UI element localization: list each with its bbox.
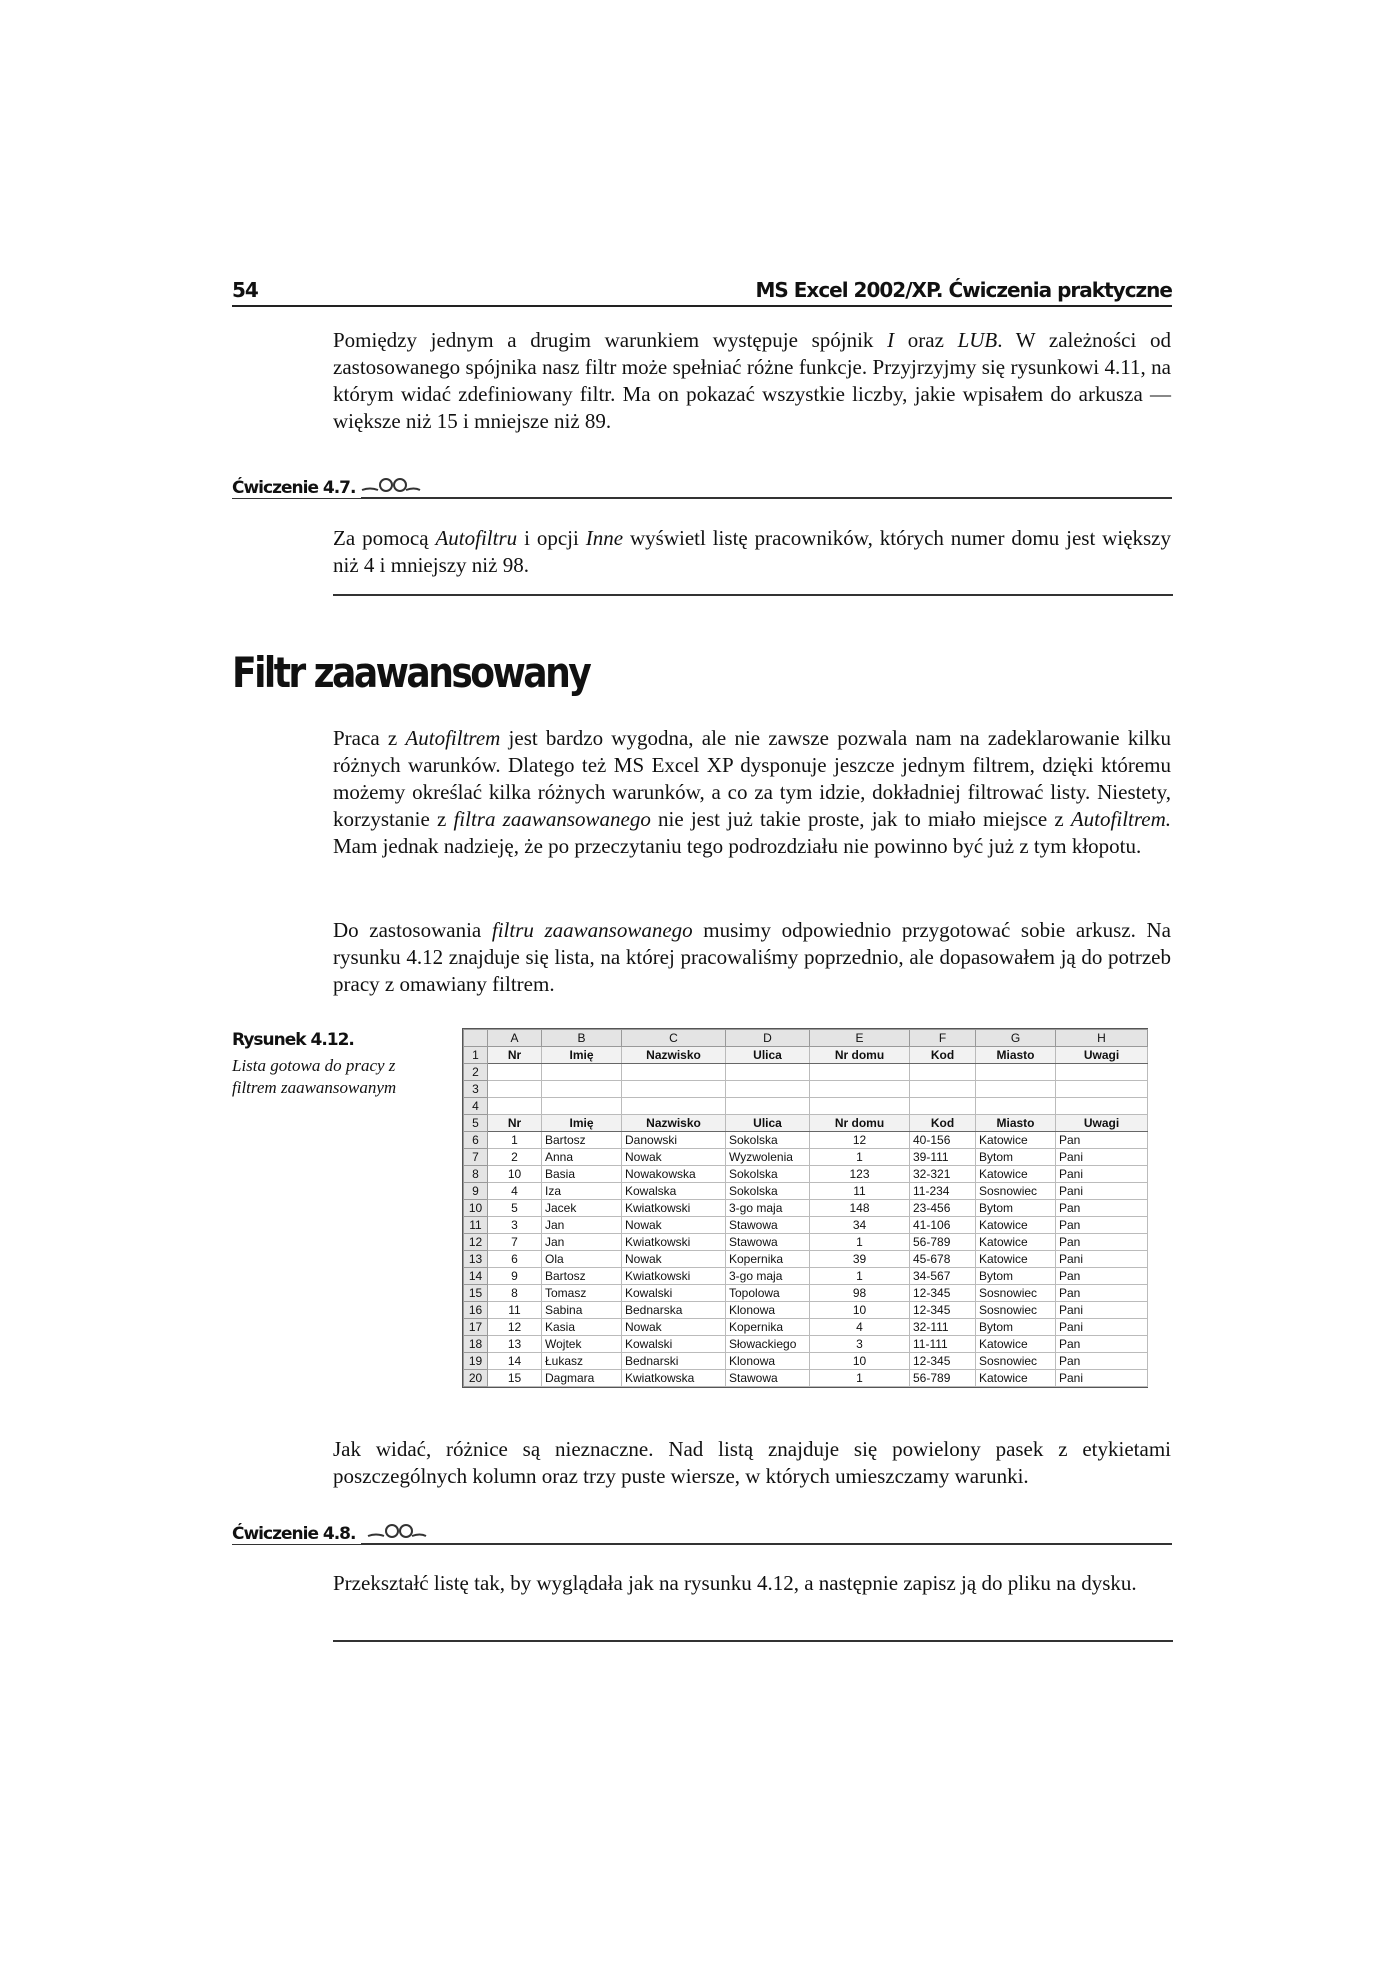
spreadsheet-grid (463, 1029, 1148, 1387)
cell[interactable] (542, 1098, 622, 1115)
cell[interactable]: Kwiatkowska (622, 1370, 726, 1387)
cell[interactable]: 6 (488, 1251, 542, 1268)
column-header[interactable]: B (542, 1030, 622, 1047)
cell[interactable]: Nr (488, 1115, 542, 1132)
text-run: Pomiędzy jednym a drugim warunkiem występuje spójnik (333, 328, 888, 352)
cell[interactable]: 39 (810, 1251, 910, 1268)
italic-run: Autofiltru (435, 526, 518, 550)
cell[interactable]: Kopernika (726, 1319, 810, 1336)
cell[interactable]: 10 (488, 1166, 542, 1183)
cell[interactable]: Sokolska (726, 1132, 810, 1149)
cell[interactable]: Nowak (622, 1149, 726, 1166)
table-row (464, 1336, 1148, 1353)
cell[interactable]: Wyzwolenia (726, 1149, 810, 1166)
cell[interactable] (622, 1098, 726, 1115)
cell[interactable]: Stawowa (726, 1217, 810, 1234)
running-title: MS Excel 2002/XP. Ćwiczenia praktyczne (755, 278, 1172, 302)
cell[interactable]: Nr (488, 1047, 542, 1064)
cell[interactable] (622, 1064, 726, 1081)
row-header[interactable]: 16 (464, 1302, 488, 1319)
paragraph-advanced-filter-intro (333, 725, 1171, 860)
cell[interactable] (810, 1081, 910, 1098)
table-row (464, 1251, 1148, 1268)
cell[interactable] (488, 1064, 542, 1081)
criteria-empty-row (464, 1098, 1148, 1115)
cell[interactable]: 32-321 (910, 1166, 976, 1183)
cell[interactable]: Sosnowiec (976, 1285, 1056, 1302)
cell[interactable]: Pan (1056, 1268, 1148, 1285)
text-run: jest bardzo wygodna, ale nie zawsze pozwala nam na zadeklarowanie kilku różnych warunków. Dlatego też MS Excel XP dysponuje jeszcze jednym filtrem, dzięki któremu możemy określać kilka różnych warunków, a co za tym idzie, dokładniej filtrować listy. Niestety, korzystanie z (333, 726, 1171, 831)
text-run: Mam jednak nadzieję, że po przeczytaniu tego podrozdziału nie powinno być już z tym kłopotu. (333, 834, 1142, 858)
cell[interactable]: 3 (488, 1217, 542, 1234)
row-header[interactable]: 20 (464, 1370, 488, 1387)
row-header[interactable]: 5 (464, 1115, 488, 1132)
cell[interactable]: Bytom (976, 1149, 1056, 1166)
cell[interactable]: Miasto (976, 1115, 1056, 1132)
cell[interactable]: 23-456 (910, 1200, 976, 1217)
cell[interactable] (622, 1081, 726, 1098)
exercise-end-rule (333, 594, 1173, 596)
cell[interactable]: Imię (542, 1047, 622, 1064)
cell[interactable] (1056, 1081, 1148, 1098)
row-header[interactable]: 14 (464, 1268, 488, 1285)
cell[interactable]: 1 (810, 1149, 910, 1166)
cell[interactable]: Ulica (726, 1115, 810, 1132)
cell[interactable]: 12 (488, 1319, 542, 1336)
cell[interactable]: 8 (488, 1285, 542, 1302)
row-header[interactable]: 1 (464, 1047, 488, 1064)
cell[interactable]: Bednarska (622, 1302, 726, 1319)
cell[interactable]: 5 (488, 1200, 542, 1217)
cell[interactable]: Nazwisko (622, 1047, 726, 1064)
cell[interactable]: 3-go maja (726, 1268, 810, 1285)
cell[interactable]: Iza (542, 1183, 622, 1200)
cell[interactable] (976, 1098, 1056, 1115)
figure-caption: Lista gotowa do pracy z filtrem zaawansowanym (232, 1056, 397, 1097)
table-row (464, 1200, 1148, 1217)
italic-run: Inne (585, 526, 624, 550)
criteria-empty-row (464, 1064, 1148, 1081)
cell[interactable]: Uwagi (1056, 1047, 1148, 1064)
row-header[interactable]: 15 (464, 1285, 488, 1302)
cell[interactable] (726, 1098, 810, 1115)
cell[interactable]: Pani (1056, 1251, 1148, 1268)
row-header[interactable]: 7 (464, 1149, 488, 1166)
cell[interactable]: Pani (1056, 1302, 1148, 1319)
row-header[interactable]: 3 (464, 1081, 488, 1098)
text-run: musimy odpowiednio przygotować sobie arkusz. Na rysunku 4.12 znajduje się lista, na której pracowaliśmy poprzednio, ale dopasowałem ją do potrzeb pracy z omawiany filtrem. (333, 918, 1171, 996)
cell[interactable]: Pan (1056, 1353, 1148, 1370)
cell[interactable]: Jan (542, 1217, 622, 1234)
page-number: 54 (232, 278, 258, 302)
row-header[interactable]: 11 (464, 1217, 488, 1234)
criteria-empty-row (464, 1081, 1148, 1098)
cell[interactable]: Pani (1056, 1149, 1148, 1166)
italic-run: filtru zaawansowanego (491, 918, 693, 942)
table-row (464, 1319, 1148, 1336)
table-row (464, 1149, 1148, 1166)
cell[interactable] (542, 1081, 622, 1098)
row-header[interactable]: 17 (464, 1319, 488, 1336)
table-row (464, 1353, 1148, 1370)
exercise-heading-4-8 (232, 1524, 1172, 1548)
text-run: Do zastosowania (333, 918, 492, 942)
cell[interactable]: Sosnowiec (976, 1183, 1056, 1200)
row-header[interactable]: 19 (464, 1353, 488, 1370)
column-header[interactable]: C (622, 1030, 726, 1047)
cell[interactable]: Basia (542, 1166, 622, 1183)
cell[interactable]: 15 (488, 1370, 542, 1387)
cell[interactable]: 12 (810, 1132, 910, 1149)
cell[interactable] (976, 1064, 1056, 1081)
cell[interactable]: Kowalski (622, 1336, 726, 1353)
cell[interactable]: 3-go maja (726, 1200, 810, 1217)
column-header[interactable]: E (810, 1030, 910, 1047)
cell[interactable]: 11-111 (910, 1336, 976, 1353)
text-run: Praca z (333, 726, 406, 750)
cell[interactable]: Sosnowiec (976, 1353, 1056, 1370)
row-header[interactable]: 4 (464, 1098, 488, 1115)
cell[interactable]: Stawowa (726, 1234, 810, 1251)
cell[interactable]: Kwiatkowski (622, 1200, 726, 1217)
row-header[interactable]: 13 (464, 1251, 488, 1268)
cell[interactable]: 1 (810, 1370, 910, 1387)
paragraph-conjunctions (333, 327, 1171, 435)
cell[interactable]: Kwiatkowski (622, 1268, 726, 1285)
cell[interactable]: Pan (1056, 1336, 1148, 1353)
section-title: Filtr zaawansowany (232, 648, 590, 697)
exercise-label: Ćwiczenie 4.7. (232, 478, 361, 498)
cell[interactable]: Sosnowiec (976, 1302, 1056, 1319)
column-header-row (464, 1030, 1148, 1047)
cell[interactable] (488, 1081, 542, 1098)
cell[interactable]: 2 (488, 1149, 542, 1166)
cell[interactable] (810, 1098, 910, 1115)
cell[interactable]: Dagmara (542, 1370, 622, 1387)
cell[interactable]: Kowalska (622, 1183, 726, 1200)
text-run: . W zależności od zastosowanego spójnika nasz filtr może spełniać różne funkcje. Przyjrzyjmy się rysunkowi 4.11, na którym widać zdefiniowany filtr. Ma on pokazać wszystkie liczby, jakie wpisałem do arkusza — większe niż 15 i mniejsze niż 89. (333, 328, 1172, 433)
cell[interactable]: 39-111 (910, 1149, 976, 1166)
text-run: Za pomocą (333, 526, 436, 550)
cell[interactable]: Pan (1056, 1132, 1148, 1149)
cell[interactable]: Katowice (976, 1234, 1056, 1251)
cell[interactable]: 12-345 (910, 1302, 976, 1319)
cell[interactable]: Ola (542, 1251, 622, 1268)
italic-run: Autofiltrem. (1070, 807, 1171, 831)
list-label-row (464, 1115, 1148, 1132)
cell[interactable] (910, 1064, 976, 1081)
table-row (464, 1234, 1148, 1251)
cell[interactable]: Katowice (976, 1251, 1056, 1268)
table-row (464, 1370, 1148, 1387)
cell[interactable] (488, 1098, 542, 1115)
cell[interactable]: 45-678 (910, 1251, 976, 1268)
cell[interactable]: Pani (1056, 1166, 1148, 1183)
criteria-label-row (464, 1047, 1148, 1064)
cell[interactable]: Pani (1056, 1370, 1148, 1387)
column-header[interactable]: A (488, 1030, 542, 1047)
cell[interactable]: 148 (810, 1200, 910, 1217)
cell[interactable]: Kwiatkowski (622, 1234, 726, 1251)
exercise-4-8-text: Przekształć listę tak, by wyglądała jak na rysunku 4.12, a następnie zapisz ją do pliku na dysku. (333, 1571, 1137, 1595)
cell[interactable] (726, 1081, 810, 1098)
cell[interactable]: Wojtek (542, 1336, 622, 1353)
cell[interactable]: Bytom (976, 1268, 1056, 1285)
cell[interactable]: Klonowa (726, 1302, 810, 1319)
cell[interactable]: Kasia (542, 1319, 622, 1336)
page-header (232, 273, 1172, 307)
cell[interactable]: 4 (810, 1319, 910, 1336)
cell[interactable]: 123 (810, 1166, 910, 1183)
cell[interactable]: Pani (1056, 1183, 1148, 1200)
column-header[interactable]: H (1056, 1030, 1148, 1047)
cell[interactable]: 34-567 (910, 1268, 976, 1285)
italic-run: I (887, 328, 895, 352)
cell[interactable]: Nr domu (810, 1115, 910, 1132)
cell[interactable]: 11 (488, 1302, 542, 1319)
cell[interactable]: Jan (542, 1234, 622, 1251)
cell[interactable]: 10 (810, 1302, 910, 1319)
cell[interactable]: Nowak (622, 1251, 726, 1268)
cell[interactable]: 12-345 (910, 1285, 976, 1302)
figure-label: Rysunek 4.12. (232, 1030, 354, 1050)
table-row (464, 1183, 1148, 1200)
row-header[interactable]: 9 (464, 1183, 488, 1200)
cell[interactable]: Ulica (726, 1047, 810, 1064)
cell[interactable]: 1 (810, 1268, 910, 1285)
cell[interactable] (726, 1064, 810, 1081)
row-header[interactable]: 8 (464, 1166, 488, 1183)
italic-run: LUB (957, 328, 998, 352)
cell[interactable]: 10 (810, 1353, 910, 1370)
exercise-heading-4-7 (232, 478, 1172, 502)
cell[interactable]: 11 (810, 1183, 910, 1200)
cell[interactable]: Kod (910, 1115, 976, 1132)
cell[interactable]: Bartosz (542, 1268, 622, 1285)
cell[interactable]: Pan (1056, 1234, 1148, 1251)
cell[interactable]: 1 (810, 1234, 910, 1251)
cell[interactable]: Katowice (976, 1166, 1056, 1183)
cell[interactable]: Pan (1056, 1200, 1148, 1217)
column-header[interactable]: D (726, 1030, 810, 1047)
table-row (464, 1285, 1148, 1302)
cell[interactable]: Kod (910, 1047, 976, 1064)
cell[interactable]: Anna (542, 1149, 622, 1166)
cell[interactable]: Stawowa (726, 1370, 810, 1387)
cell[interactable]: Miasto (976, 1047, 1056, 1064)
text-run: wyświetl listę pracowników, których numer domu jest większy niż 4 i mniejszy niż 98. (333, 526, 1172, 577)
table-row (464, 1217, 1148, 1234)
cell[interactable]: Pan (1056, 1217, 1148, 1234)
cell[interactable]: Pan (1056, 1285, 1148, 1302)
column-header[interactable]: G (976, 1030, 1056, 1047)
cell[interactable]: Bednarski (622, 1353, 726, 1370)
table-row (464, 1132, 1148, 1149)
text-run: oraz (894, 328, 958, 352)
cell[interactable]: Topolowa (726, 1285, 810, 1302)
cell[interactable]: 4 (488, 1183, 542, 1200)
cell[interactable] (1056, 1098, 1148, 1115)
cell[interactable]: Pani (1056, 1319, 1148, 1336)
cell[interactable]: 32-111 (910, 1319, 976, 1336)
cell[interactable]: Nr domu (810, 1047, 910, 1064)
cell[interactable]: 3 (810, 1336, 910, 1353)
cell[interactable] (976, 1081, 1056, 1098)
cell[interactable]: 7 (488, 1234, 542, 1251)
cell[interactable]: Słowackiego (726, 1336, 810, 1353)
cell[interactable] (810, 1064, 910, 1081)
cell[interactable]: Bytom (976, 1200, 1056, 1217)
cell[interactable]: Tomasz (542, 1285, 622, 1302)
cell[interactable]: Uwagi (1056, 1115, 1148, 1132)
cell[interactable]: Nazwisko (622, 1115, 726, 1132)
cell[interactable]: 13 (488, 1336, 542, 1353)
text-run: i opcji (517, 526, 586, 550)
italic-run: filtra zaawansowanego (453, 807, 651, 831)
cell[interactable]: 14 (488, 1353, 542, 1370)
cell[interactable]: 9 (488, 1268, 542, 1285)
paragraph-prepare-sheet (333, 917, 1171, 998)
row-header[interactable]: 2 (464, 1064, 488, 1081)
cell[interactable]: Jacek (542, 1200, 622, 1217)
cell[interactable]: 98 (810, 1285, 910, 1302)
exercise-label: Ćwiczenie 4.8. (232, 1524, 361, 1544)
cell[interactable]: Kowalski (622, 1285, 726, 1302)
cell[interactable]: Sabina (542, 1302, 622, 1319)
cell[interactable]: 56-789 (910, 1234, 976, 1251)
exercise-end-rule (333, 1640, 1173, 1642)
cell[interactable] (910, 1081, 976, 1098)
table-row (464, 1302, 1148, 1319)
select-all-corner[interactable] (464, 1030, 488, 1047)
cell[interactable]: Katowice (976, 1336, 1056, 1353)
table-row (464, 1166, 1148, 1183)
cell[interactable]: 34 (810, 1217, 910, 1234)
cell[interactable] (542, 1064, 622, 1081)
table-row (464, 1268, 1148, 1285)
cell[interactable]: Sokolska (726, 1183, 810, 1200)
cell[interactable]: Bartosz (542, 1132, 622, 1149)
cell[interactable]: 1 (488, 1132, 542, 1149)
spreadsheet-figure (462, 1028, 1148, 1388)
column-header[interactable]: F (910, 1030, 976, 1047)
cell[interactable]: 11-234 (910, 1183, 976, 1200)
cell[interactable]: Kopernika (726, 1251, 810, 1268)
cell[interactable]: Katowice (976, 1217, 1056, 1234)
italic-run: Autofiltrem (405, 726, 501, 750)
cell[interactable]: 12-345 (910, 1353, 976, 1370)
cell[interactable]: Katowice (976, 1370, 1056, 1387)
cell[interactable]: 41-106 (910, 1217, 976, 1234)
cell[interactable]: Danowski (622, 1132, 726, 1149)
cell[interactable] (910, 1098, 976, 1115)
cell[interactable]: Nowak (622, 1217, 726, 1234)
cell[interactable]: Nowak (622, 1319, 726, 1336)
ornament-icon (360, 474, 422, 503)
cell[interactable]: Imię (542, 1115, 622, 1132)
row-header[interactable]: 18 (464, 1336, 488, 1353)
cell[interactable]: Bytom (976, 1319, 1056, 1336)
cell[interactable]: 56-789 (910, 1370, 976, 1387)
row-header[interactable]: 6 (464, 1132, 488, 1149)
ornament-icon (366, 1520, 428, 1549)
cell[interactable] (1056, 1064, 1148, 1081)
cell[interactable]: Sokolska (726, 1166, 810, 1183)
cell[interactable]: Łukasz (542, 1353, 622, 1370)
text-run: nie jest już takie proste, jak to miało miejsce z (650, 807, 1071, 831)
row-header[interactable]: 10 (464, 1200, 488, 1217)
row-header[interactable]: 12 (464, 1234, 488, 1251)
paragraph-differences: Jak widać, różnice są nieznaczne. Nad listą znajduje się powielony pasek z etykietami poszczególnych kolumn oraz trzy puste wiersze, w których umieszczamy warunki. (333, 1437, 1171, 1488)
exercise-4-7-text (333, 525, 1171, 579)
cell[interactable]: 40-156 (910, 1132, 976, 1149)
cell[interactable]: Katowice (976, 1132, 1056, 1149)
cell[interactable]: Nowakowska (622, 1166, 726, 1183)
cell[interactable]: Klonowa (726, 1353, 810, 1370)
